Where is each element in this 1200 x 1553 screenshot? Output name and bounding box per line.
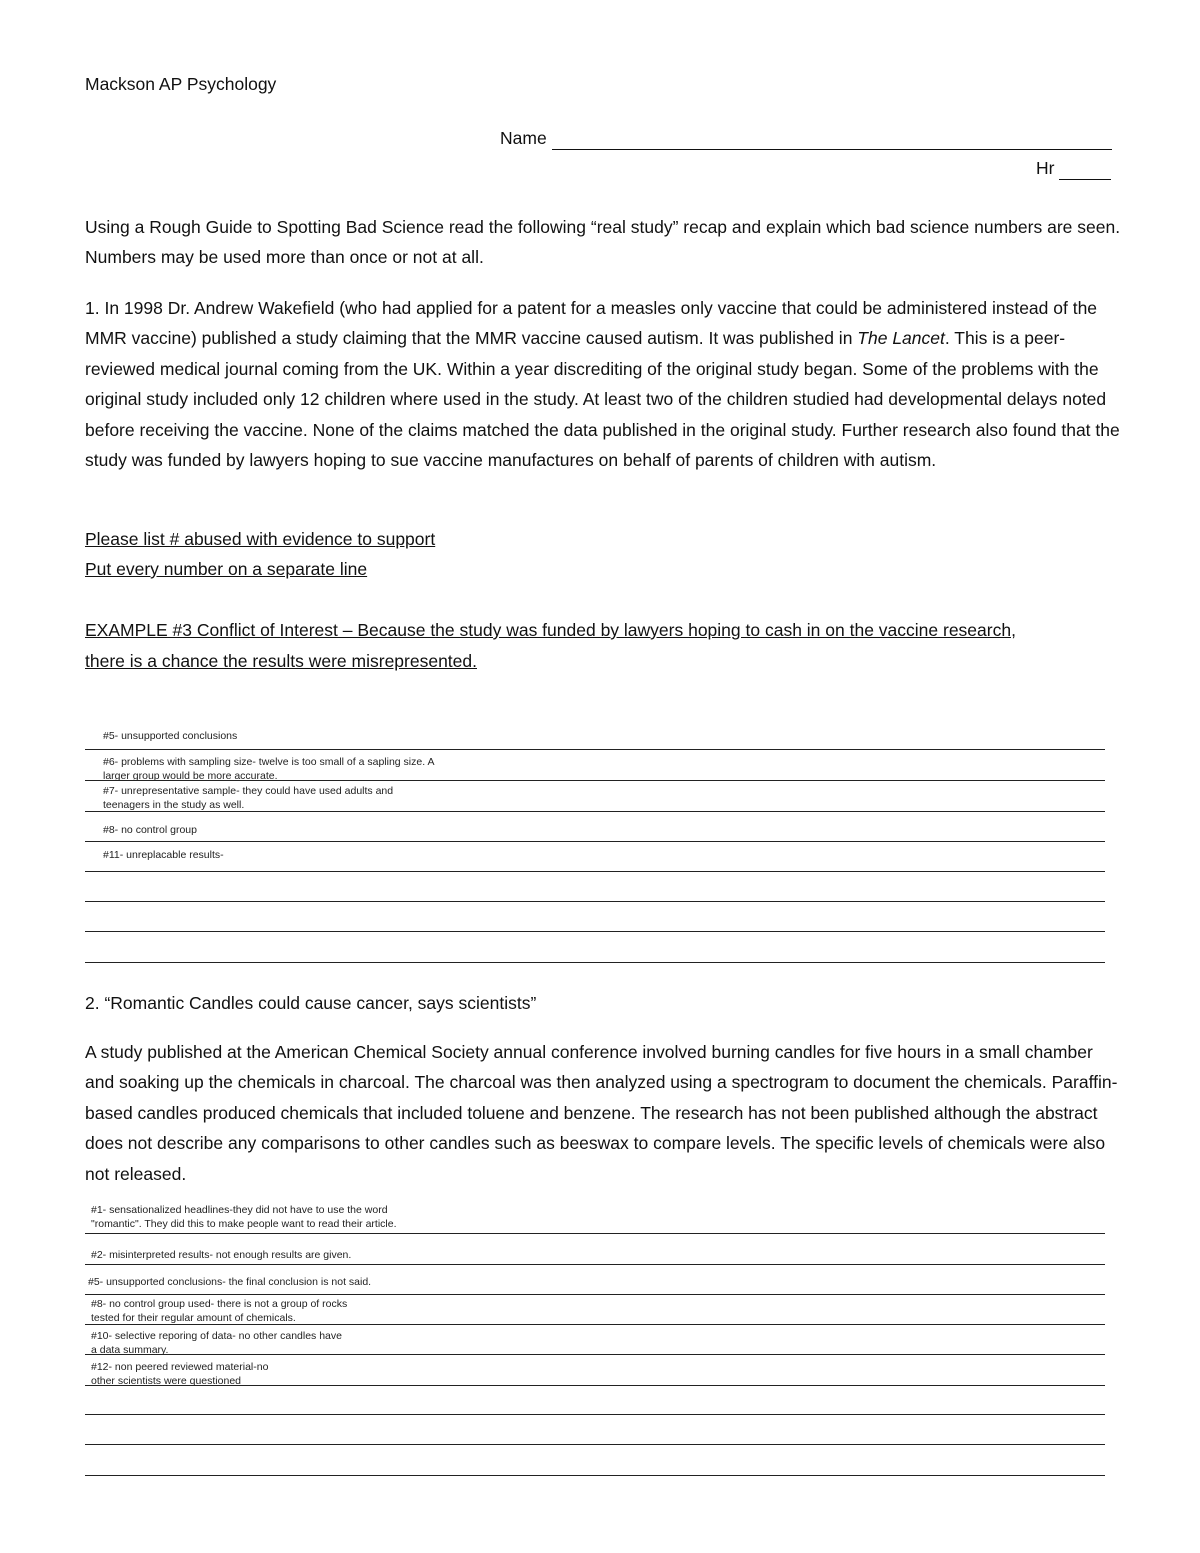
answer-line: a data summary. [91, 1344, 169, 1356]
answer-line: #5- unsupported conclusions [103, 730, 238, 742]
answer1-3[interactable] [103, 784, 393, 812]
answer1-4[interactable] [103, 823, 197, 837]
answer-rule[interactable] [85, 1475, 1105, 1476]
answer-line: "romantic". They did this to make people want to read their article. [91, 1218, 397, 1230]
answer-line: #8- no control group [103, 824, 197, 836]
name-field[interactable] [500, 128, 1112, 150]
answer1-1[interactable] [103, 729, 237, 743]
answer-rule [85, 841, 1105, 842]
answer-line: #11- unreplacable results- [103, 849, 224, 861]
answer-line: larger group would be more accurate. [103, 770, 278, 782]
instructions [85, 212, 1125, 273]
answer-line: #5- unsupported conclusions- the final conclusion is not said. [88, 1276, 372, 1288]
answer-line: #8- no control group used- there is not a group of rocks [91, 1298, 348, 1310]
name-label: Name [500, 128, 547, 148]
answer-rule[interactable] [85, 901, 1105, 902]
answer-rule [85, 1233, 1105, 1234]
answer-line: tested for their regular amount of chemicals. [91, 1312, 296, 1324]
answer1-2[interactable] [103, 755, 434, 783]
answer-rule[interactable] [85, 1414, 1105, 1415]
answer-line: #6- problems with sampling size- twelve is too small of a sapling size. A [103, 756, 435, 768]
course-title: Mackson AP Psychology [85, 74, 277, 94]
answer-rule [85, 1264, 1105, 1265]
answer-line: #10- selective reporing of data- no other candles have [91, 1330, 342, 1342]
answer2-1[interactable] [91, 1203, 397, 1231]
directions-line2: Put every number on a separate line [85, 559, 368, 579]
example-line1: EXAMPLE #3 Conflict of Interest – Because the study was funded by lawyers hoping to cash in on the vaccine research, [85, 620, 1016, 640]
answer2-5[interactable] [91, 1329, 342, 1357]
answer-rule [85, 871, 1105, 872]
hr-blank[interactable] [1059, 158, 1111, 180]
study2-paragraph [85, 1037, 1125, 1189]
answer2-6[interactable] [91, 1360, 268, 1388]
answer-rule [85, 1385, 1105, 1386]
directions-line1: Please list # abused with evidence to support [85, 529, 436, 549]
answer1-5[interactable] [103, 848, 224, 862]
journal-name: The Lancet [857, 328, 945, 349]
answer-rule [85, 1294, 1105, 1295]
answer2-4[interactable] [91, 1297, 347, 1325]
answer-rule [85, 749, 1105, 750]
answer-line: #1- sensationalized headlines-they did not have to use the word [91, 1204, 388, 1216]
name-blank[interactable] [552, 128, 1112, 150]
answer-rule[interactable] [85, 931, 1105, 932]
answer-rule[interactable] [85, 962, 1105, 963]
study2-text: A study published at the American Chemical Society annual conference involved burning candles for five hours in a small chamber and soaking up the chemicals in charcoal. The charcoal was then analyzed using a spectrogram to document the chemicals. Paraffin-based candles produced chemicals that included toluene and benzene. The research has not been published although the abstract does not describe any comparisons to other candles such as beeswax to compare levels. The specific levels of chemicals were also not released. [85, 1042, 1118, 1184]
answer-line: #2- misinterpreted results- not enough results are given. [91, 1249, 352, 1261]
answer-rule[interactable] [85, 1444, 1105, 1445]
answer-line: teenagers in the study as well. [103, 799, 245, 811]
answer2-2[interactable] [91, 1248, 351, 1262]
study1-text-part2: . This is a peer-reviewed medical journal coming from the UK. Within a year discrediting of the original study began. Some of the problems with the original study included only 12 children where used in the study. At least two of the children studied had developmental delays noted before receiving the vaccine. None of the claims matched the data published in the original study. Further research also found that the study was funded by lawyers hoping to sue vaccine manufactures on behalf of parents of children with autism. [85, 328, 1120, 471]
hr-field[interactable] [1036, 158, 1111, 180]
study1-text-part1: 1. In 1998 Dr. Andrew Wakefield (who had applied for a patent for a measles only vaccine that could be administered instead of the MMR vaccine) published a study claiming that the MMR vaccine caused autism. It was published in [85, 298, 1098, 349]
study2-title: 2. “Romantic Candles could cause cancer, says scientists” [85, 993, 537, 1013]
answer2-3[interactable] [88, 1275, 371, 1289]
answer-rule [85, 1354, 1105, 1355]
answer-line: other scientists were questioned [91, 1375, 241, 1387]
answer-line: #12- non peered reviewed material-no [91, 1361, 269, 1373]
answer-rule [85, 1324, 1105, 1325]
answer-rule [85, 811, 1105, 812]
instructions-text: Using a Rough Guide to Spotting Bad Science read the following “real study” recap and explain which bad science numbers are seen. Numbers may be used more than once or not at all. [85, 217, 1121, 268]
answer-rule [85, 780, 1105, 781]
hr-label: Hr [1036, 158, 1055, 178]
study1-paragraph [85, 293, 1125, 475]
example-line2: there is a chance the results were misrepresented. [85, 651, 477, 671]
answer-line: #7- unrepresentative sample- they could have used adults and [103, 785, 394, 797]
